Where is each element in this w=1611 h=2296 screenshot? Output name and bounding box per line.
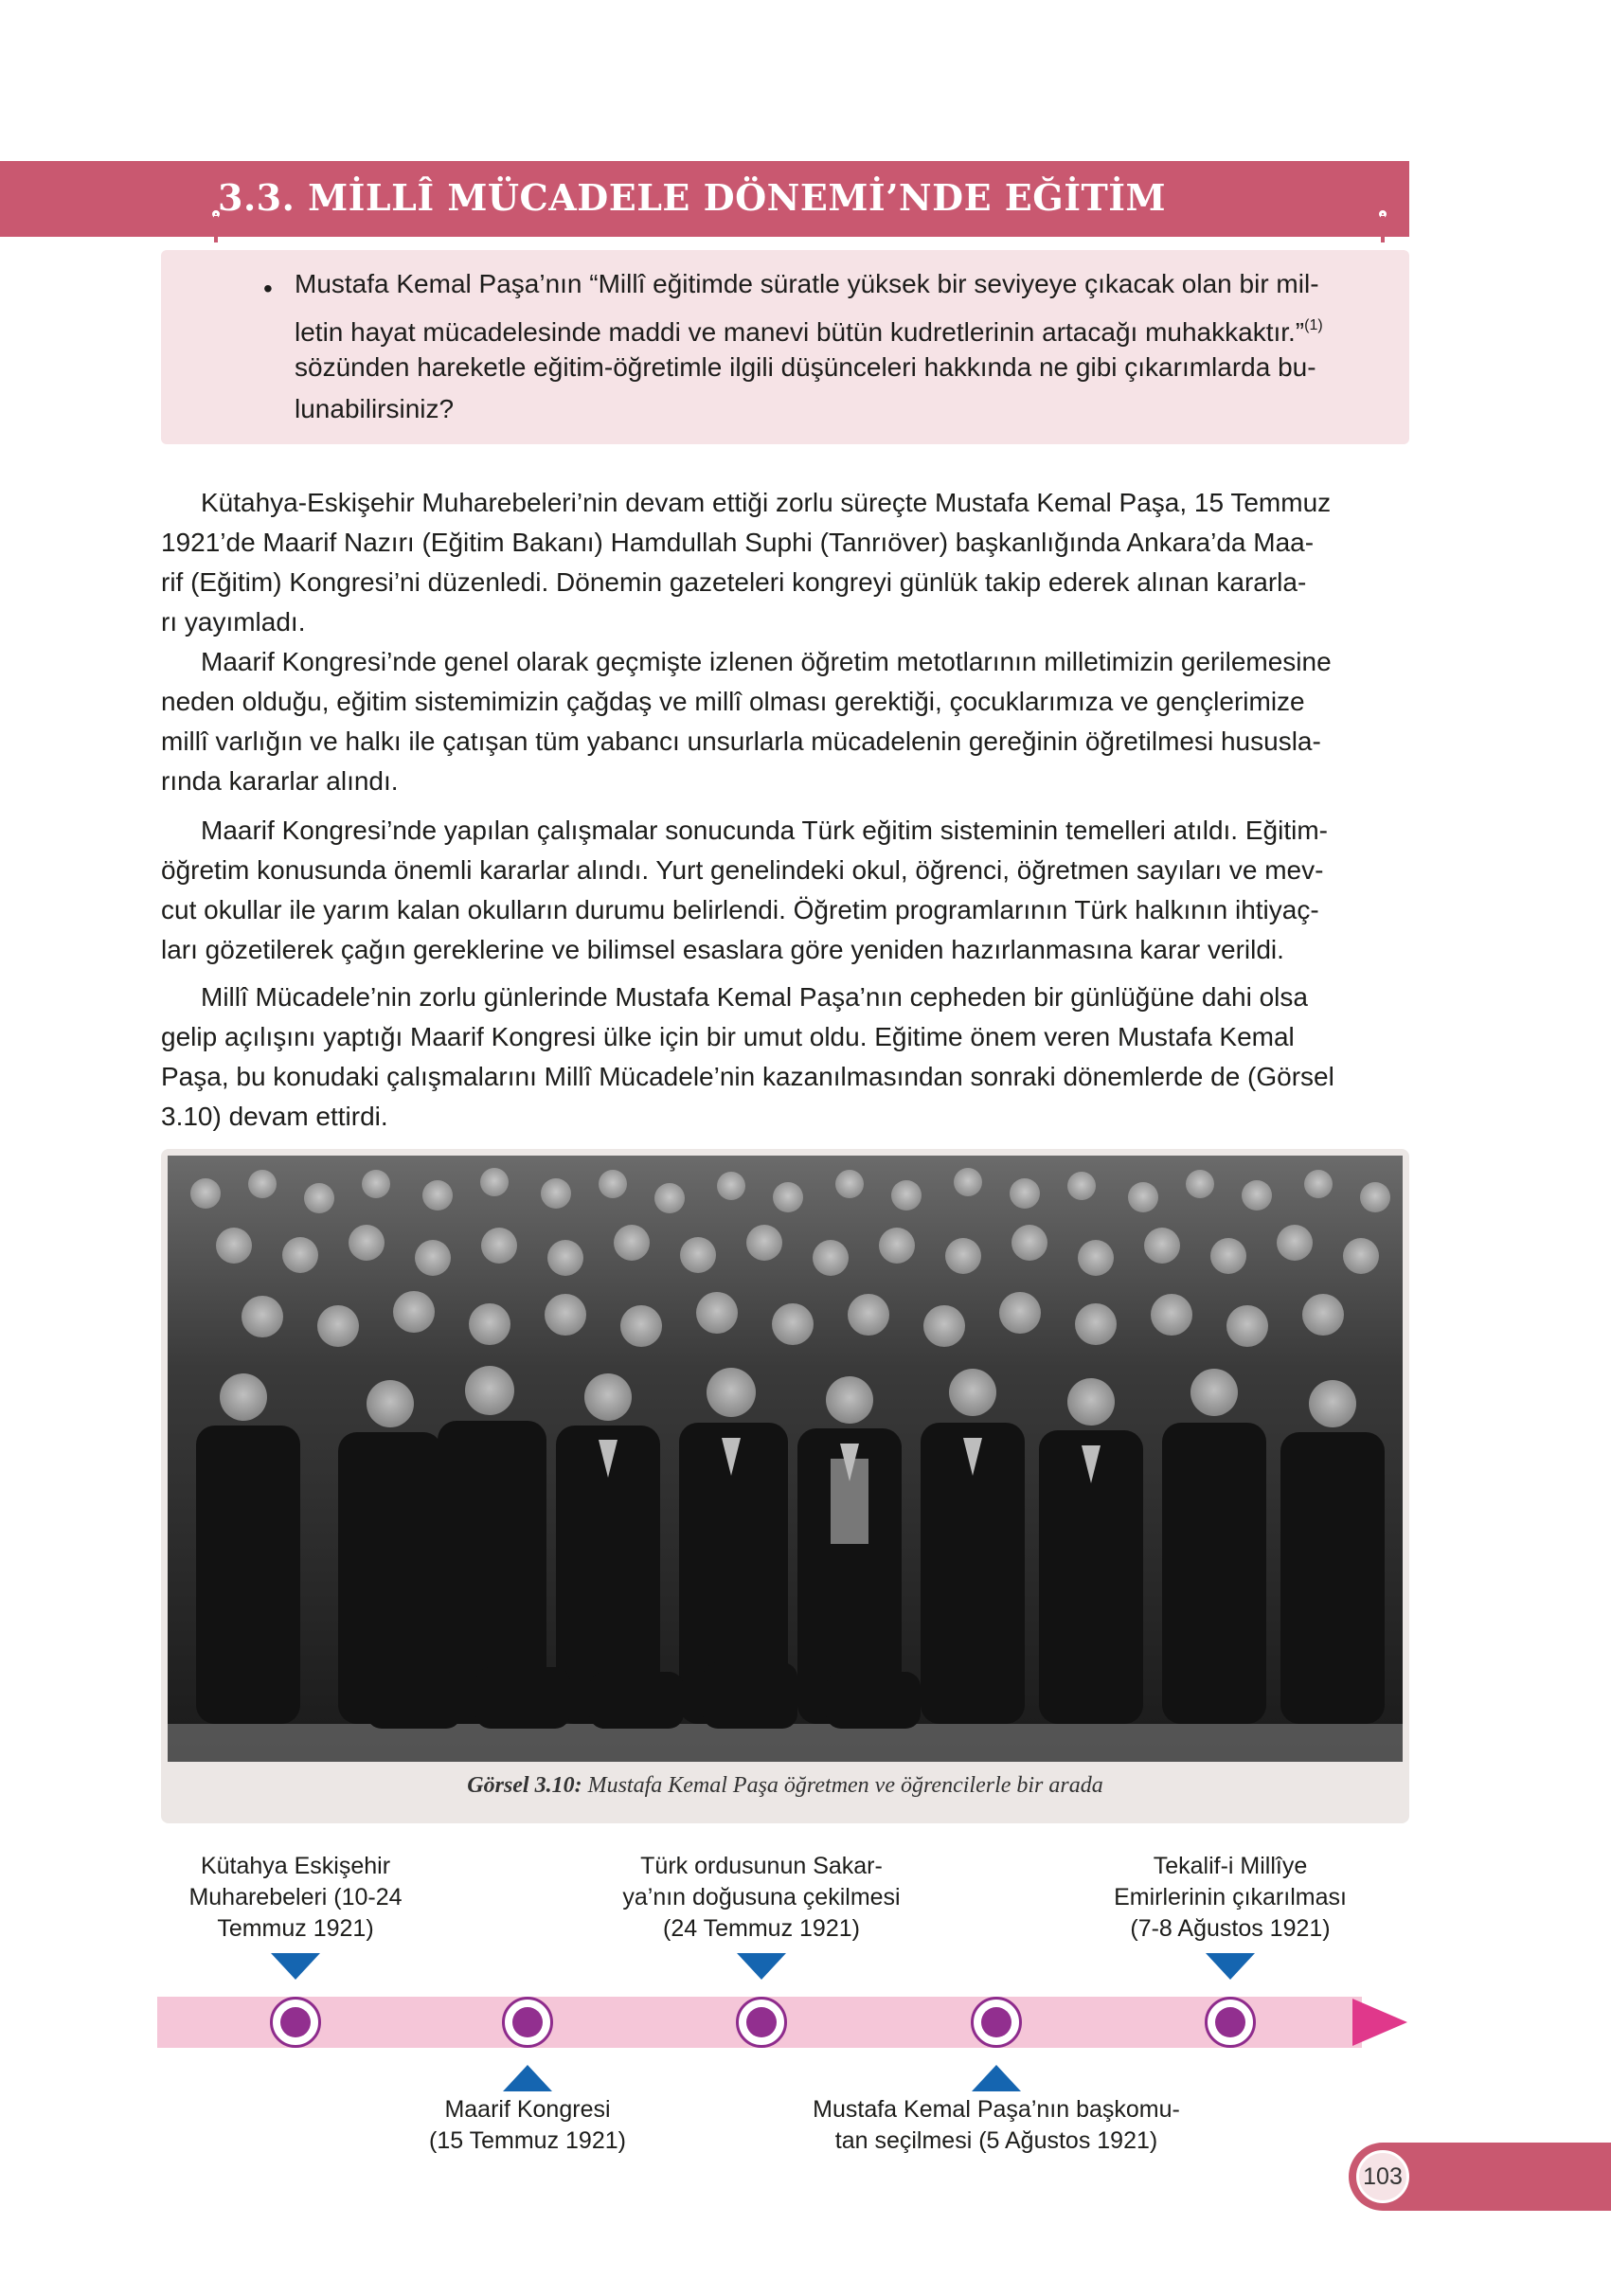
question-line: letin hayat mücadelesinde maddi ve manevi bütün kudretlerinin artacağı muhakkaktır.”$^{(1)}$ <box>295 317 1323 347</box>
paragraph-line: gelip açılışını yaptığı Maarif Kongresi ülke için bir umut oldu. Eğitime önem veren Mustafa Kemal <box>161 1022 1295 1051</box>
timeline-node <box>971 1997 1022 2048</box>
question-line: Mustafa Kemal Paşa’nın “Millî eğitimde süratle yüksek bir seviyeye çıkacak olan bir mil- <box>295 269 1319 298</box>
paragraph-line: rif (Eğitim) Kongresi’ni düzenledi. Dönemin gazeteleri kongreyi günlük takip ederek alınan kararla- <box>161 567 1307 597</box>
section-title: 3.3. MİLLÎ MÜCADELE DÖNEMİ’NDE EĞİTİM <box>218 176 1167 219</box>
timeline-node <box>1205 1997 1256 2048</box>
paragraph-line: millî varlığın ve halkı ile çatışan tüm yabancı unsurlarla mücadelenin gereğinin öğretilmesi hususla- <box>161 726 1321 756</box>
timeline-event-label: Türk ordusunun Sakar- ya’nın doğusuna çekilmesi (24 Temmuz 1921) <box>622 1853 901 1942</box>
paragraph-line: 1921’de Maarif Nazırı (Eğitim Bakanı) Hamdullah Suphi (Tanrıöver) başkanlığında Ankara’da Maa- <box>161 528 1315 557</box>
paragraph-line: rı yayımladı. <box>161 607 306 637</box>
timeline-marker-down <box>737 1953 786 1980</box>
paragraph-line: Maarif Kongresi’nde genel olarak geçmişte izlenen öğretim metotlarının milletimizin gerilemesine <box>201 647 1332 676</box>
timeline-event-label: Tekalif-i Millîye Emirlerinin çıkarılması (7-8 Ağustos 1921) <box>1114 1853 1347 1942</box>
paragraph-line: ları gözetilerek çağın gereklerine ve bilimsel esaslara göre yeniden hazırlanmasına karar verildi. <box>161 935 1284 964</box>
paragraph-line: Millî Mücadele’nin zorlu günlerinde Mustafa Kemal Paşa’nın cepheden bir günlüğüne dahi olsa <box>201 982 1308 1012</box>
group-photo <box>168 1156 1403 1762</box>
figure-caption: Görsel 3.10: Mustafa Kemal Paşa öğretmen ve öğrencilerle bir arada <box>467 1773 1103 1798</box>
timeline-node <box>270 1997 321 2048</box>
timeline-marker-down <box>1206 1953 1255 1980</box>
ribbon-hook-right <box>1379 210 1387 242</box>
paragraph-line: 3.10) devam ettirdi. <box>161 1102 388 1131</box>
timeline-event-label: Maarif Kongresi (15 Temmuz 1921) <box>429 2096 626 2154</box>
timeline-arrowhead <box>1352 1999 1407 2046</box>
timeline-node <box>502 1997 553 2048</box>
paragraph-line: öğretim konusunda önemli kararlar alındı. Yurt genelindeki okul, öğrenci, öğretmen sayıları ve mev- <box>161 855 1324 885</box>
question-line: lunabilirsiniz? <box>295 394 455 423</box>
question-bullet: • <box>263 274 273 303</box>
paragraph-line: Paşa, bu konudaki çalışmalarını Millî Mücadele’nin kazanılmasından sonraki dönemlerde de (Görsel <box>161 1062 1334 1091</box>
timeline-marker-down <box>271 1953 320 1980</box>
paragraph-line: neden olduğu, eğitim sistemimizin çağdaş ve millî olması gerektiği, çocuklarımıza ve gençlerimize <box>161 687 1305 716</box>
paragraph-line: cut okullar ile yarım kalan okulların durumu belirlendi. Öğretim programlarının Türk halkının ihtiyaç- <box>161 895 1319 924</box>
timeline-event-label: Kütahya Eskişehir Muharebeleri (10-24 Temmuz 1921) <box>188 1853 403 1942</box>
timeline-node <box>736 1997 787 2048</box>
timeline-marker-up <box>972 2065 1021 2091</box>
paragraph-line: rında kararlar alındı. <box>161 766 399 796</box>
page-number: 103 <box>1356 2150 1409 2203</box>
paragraph-line: Kütahya-Eskişehir Muharebeleri’nin devam ettiği zorlu süreçte Mustafa Kemal Paşa, 15 Temmuz <box>201 488 1332 517</box>
paragraph-line: Maarif Kongresi’nde yapılan çalışmalar sonucunda Türk eğitim sisteminin temelleri atıldı. Eğitim- <box>201 816 1328 845</box>
timeline-event-label: Mustafa Kemal Paşa’nın başkomu- tan seçilmesi (5 Ağustos 1921) <box>813 2096 1180 2154</box>
footnote-ref: (1) <box>1304 317 1323 333</box>
question-line: sözünden hareketle eğitim-öğretimle ilgili düşünceleri hakkında ne gibi çıkarımlarda bu- <box>295 352 1316 382</box>
timeline-marker-up <box>503 2065 552 2091</box>
